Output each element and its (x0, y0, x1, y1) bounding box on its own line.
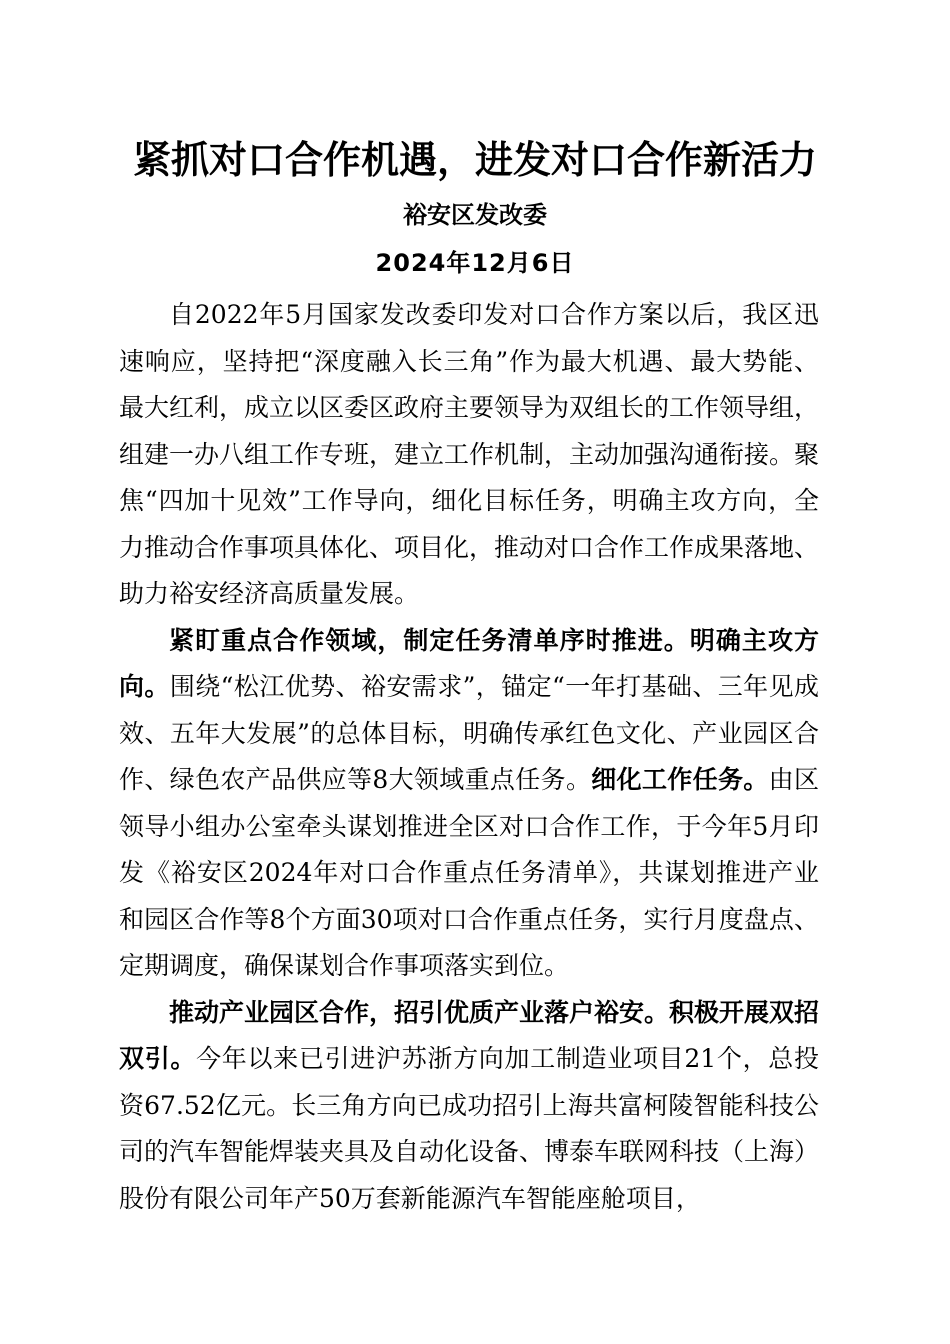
paragraph-text: 自2022年5月国家发改委印发对口合作方案以后，我区迅速响应，坚持把“深度融入长三角”作为最大机遇、最大势能、最大红利，成立以区委区政府主要领导为双组长的工作领导组，组建一办八组工作专班，建立工作机制，主动加强沟通衔接。聚焦“四加十见效”工作导向，细化目标任务，明确主攻方向，全力推动合作事项具体化、项目化，推动对口合作工作成果落地、助力裕安经济高质量发展。 (119, 300, 820, 608)
paragraph-heading: 推动产业园区合作，招引优质产业落户裕安。积极开展双招双引。 (119, 997, 820, 1073)
document-date: 2024年12月6日 (375, 249, 575, 277)
paragraph-task-list (119, 618, 819, 990)
document-title: 紧抓对口合作机遇，进发对口合作新活力 (132, 137, 817, 182)
paragraph-intro (119, 292, 819, 618)
paragraph-text: 围绕“松江优势、裕安需求”，锚定“一年打基础、三年见成效、五年大发展”的总体目标，明确传承红色文化、产业园区合作、绿色农产品供应等8大领域重点任务。 (119, 672, 819, 794)
paragraph-industry-cooperation (119, 990, 819, 1223)
document-body (119, 292, 819, 1222)
paragraph-text: 由区领导小组办公室牵头谋划推进全区对口合作工作，于今年5月印发《裕安区2024年对口合作重点任务清单》，共谋划推进产业和园区合作等8个方面30项对口合作重点任务，实行月度盘点、定期调度，确保谋划合作事项落实到位。 (119, 765, 819, 980)
paragraph-text: 今年以来已引进沪苏浙方向加工制造业项目21个，总投资67.52亿元。长三角方向已成功招引上海共富柯陵智能科技公司的汽车智能焊装夹具及自动化设备、博泰车联网科技（上海）股份有限公司年产50万套新能源汽车智能座舱项目， (119, 1044, 820, 1213)
paragraph-heading: 紧盯重点合作领域，制定任务清单序时推进。明确主攻方向。 (119, 625, 819, 701)
document-author: 裕安区发改委 (403, 201, 547, 229)
paragraph-subheading: 细化工作任务。 (591, 765, 769, 794)
